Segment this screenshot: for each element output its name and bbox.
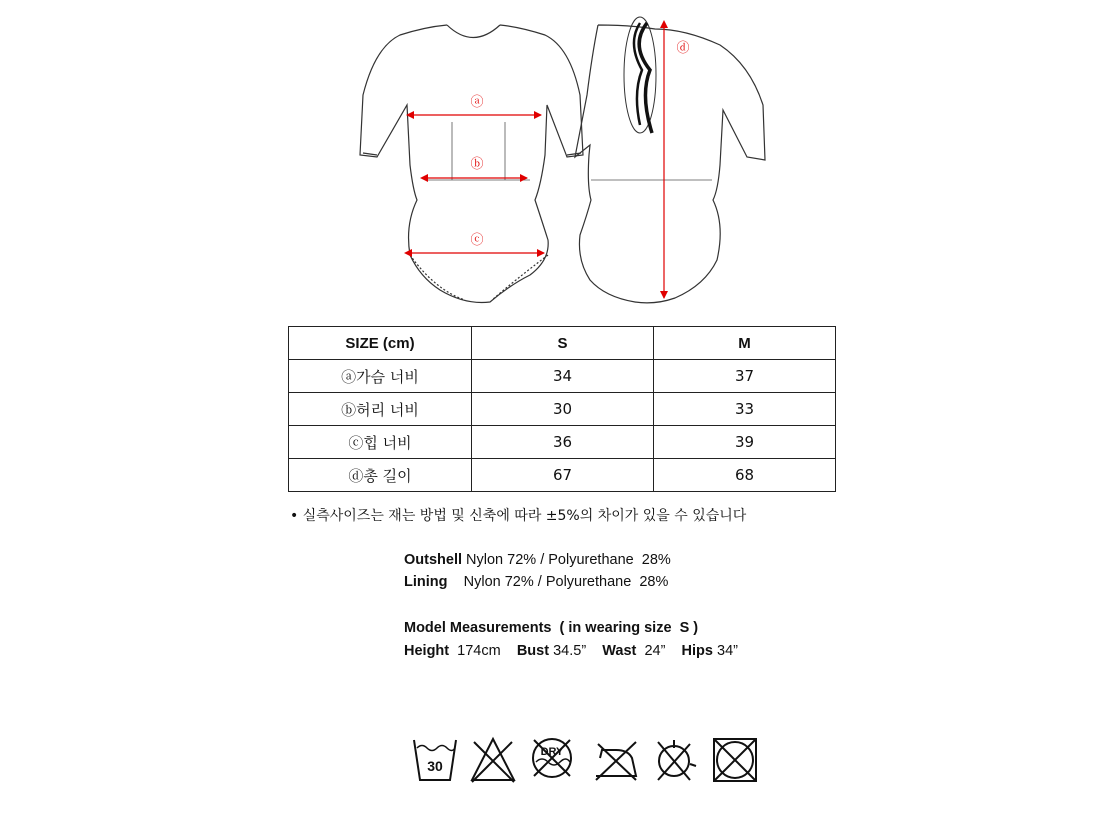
no-machine-dry-icon <box>714 739 756 781</box>
cell-m: 33 <box>654 393 836 426</box>
lining-line <box>404 574 668 590</box>
model-heading <box>404 620 698 636</box>
cell-m: 37 <box>654 360 836 393</box>
outshell-label: Outshell <box>404 552 463 568</box>
no-iron-icon <box>596 742 636 780</box>
cell-s: 34 <box>472 360 654 393</box>
no-tumble-dry-icon <box>658 740 696 780</box>
hips-value: 34” <box>717 643 738 659</box>
header-s: S <box>472 327 654 360</box>
no-dry-clean-icon <box>533 739 571 777</box>
cell-m: 68 <box>654 459 836 492</box>
table-header-row <box>289 327 836 360</box>
row-label: ⓐ가슴 너비 <box>289 360 472 393</box>
measurement-note: • 실측사이즈는 재는 방법 및 신축에 따라 ±5%의 차이가 있을 수 있습니다 <box>290 508 747 524</box>
back-view <box>575 17 765 303</box>
table-row <box>289 360 836 393</box>
height-label: Height <box>404 643 450 659</box>
cell-s: 30 <box>472 393 654 426</box>
model-measurements <box>404 643 738 659</box>
bust-value: 34.5” <box>553 643 587 659</box>
cell-s: 36 <box>472 426 654 459</box>
lining-label: Lining <box>404 574 448 590</box>
waist-value: 24” <box>644 643 666 659</box>
care-icons <box>412 736 762 786</box>
header-m: M <box>654 327 836 360</box>
label-a: ⓐ <box>470 95 484 110</box>
row-label: ⓑ허리 너비 <box>289 393 472 426</box>
hips-label: Hips <box>681 643 713 659</box>
table-row <box>289 459 836 492</box>
no-bleach-icon <box>472 739 514 782</box>
lining-value: Nylon 72% / Polyurethane 28% <box>463 574 669 590</box>
label-c: ⓒ <box>470 233 484 248</box>
label-d: ⓓ <box>676 41 690 56</box>
row-label: ⓓ총 길이 <box>289 459 472 492</box>
header-size: SIZE (cm) <box>289 327 472 360</box>
wash-30-icon <box>414 740 456 780</box>
row-label: ⓒ힙 너비 <box>289 426 472 459</box>
dry-label: DRY <box>540 746 564 758</box>
height-value: 174cm <box>457 643 501 659</box>
model-heading-text: Model Measurements ( in wearing size S ) <box>404 620 699 636</box>
outshell-value: Nylon 72% / Polyurethane 28% <box>466 552 671 568</box>
wash-temp: 30 <box>427 758 443 774</box>
garment-diagram <box>355 15 775 310</box>
outshell-line <box>404 552 671 568</box>
table-row <box>289 426 836 459</box>
bust-label: Bust <box>516 643 550 659</box>
table-row <box>289 393 836 426</box>
size-table <box>288 326 836 492</box>
cell-m: 39 <box>654 426 836 459</box>
waist-label: Wast <box>602 643 637 659</box>
cell-s: 67 <box>472 459 654 492</box>
label-b: ⓑ <box>470 157 484 172</box>
